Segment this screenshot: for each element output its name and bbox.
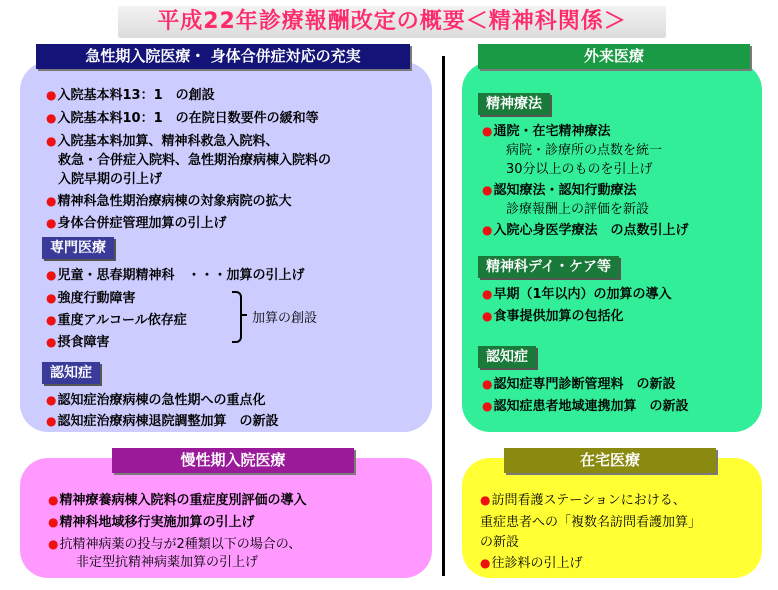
- bullet-icon: ●: [48, 515, 59, 529]
- bullet-icon: ●: [48, 537, 59, 551]
- acute-header: 急性期入院医療・ 身体合併症対応の充実: [36, 44, 410, 69]
- bullet-icon: ●: [482, 223, 493, 237]
- bullet-icon: ●: [482, 124, 493, 138]
- list-item-continued: 入院早期の引上げ: [58, 172, 163, 187]
- outpatient-header: 外来医療: [478, 44, 750, 69]
- bullet-icon: ●: [46, 414, 57, 428]
- list-item: ●通院・在宅精神療法: [482, 124, 611, 139]
- list-item-detail: 30分以上のものを引上げ: [506, 162, 653, 177]
- list-item: ●認知症治療病棟退院調整加算 の新設: [46, 414, 279, 429]
- specialized-subheader: 専門医療: [42, 237, 114, 259]
- bullet-icon: ●: [480, 556, 491, 570]
- center-divider: [442, 56, 445, 576]
- bullet-icon: ●: [46, 335, 57, 349]
- list-item-detail: 病院・診療所の点数を統一: [506, 143, 663, 158]
- bullet-icon: ●: [46, 291, 57, 305]
- list-item: ●摂食障害: [46, 335, 110, 350]
- page-title: 平成22年診療報酬改定の概要＜精神科関係＞: [118, 6, 666, 38]
- bullet-icon: ●: [48, 493, 59, 507]
- bullet-icon: ●: [482, 399, 493, 413]
- bullet-icon: ●: [46, 393, 57, 407]
- bullet-icon: ●: [482, 309, 493, 323]
- list-item: ●重度アルコール依存症: [46, 313, 187, 328]
- daycare-subheader: 精神科デイ・ケア等: [478, 256, 619, 278]
- list-item: ●抗精神病薬の投与が2種類以下の場合の、: [48, 537, 302, 552]
- list-item: ●強度行動障害: [46, 291, 136, 306]
- list-item: ●入院基本料13：1 の創設: [46, 88, 215, 103]
- bullet-icon: ●: [482, 377, 493, 391]
- list-item: ●訪問看護ステーションにおける、: [480, 493, 686, 508]
- bullet-icon: ●: [482, 183, 493, 197]
- list-item-continued: 救急・合併症入院料、急性期治療病棟入院料の: [58, 153, 332, 168]
- list-item: ●認知療法・認知行動療法: [482, 183, 637, 198]
- bullet-icon: ●: [480, 493, 491, 507]
- list-item-continued: 重症患者への「複数名訪問看護加算」: [480, 515, 702, 530]
- list-item-continued: 非定型抗精神病薬加算の引上げ: [76, 555, 259, 570]
- list-item: ●入院心身医学療法 の点数引上げ: [482, 223, 689, 238]
- bullet-icon: ●: [46, 216, 57, 230]
- brace-tip: [241, 314, 247, 316]
- list-item: ●精神科地域移行実施加算の引上げ: [48, 515, 255, 530]
- list-item: ●認知症専門診断管理料 の新設: [482, 377, 676, 392]
- list-item: ●児童・思春期精神科 ・・・加算の引上げ: [46, 268, 305, 283]
- bullet-icon: ●: [46, 268, 57, 282]
- home-header: 在宅医療: [504, 448, 716, 473]
- list-item-detail: 診療報酬上の評価を新設: [506, 202, 650, 217]
- outpatient-dementia-subheader: 認知症: [478, 346, 536, 368]
- list-item-continued: の新設: [480, 535, 520, 550]
- bullet-icon: ●: [46, 111, 57, 125]
- list-item: ●認知症患者地域連携加算 の新設: [482, 399, 689, 414]
- bullet-icon: ●: [46, 194, 57, 208]
- bullet-icon: ●: [46, 134, 57, 148]
- psychotherapy-subheader: 精神療法: [478, 93, 550, 115]
- bullet-icon: ●: [46, 313, 57, 327]
- list-item: ●往診料の引上げ: [480, 556, 583, 571]
- brace-label: 加算の創設: [252, 311, 318, 326]
- list-item: ●食事提供加算の包括化: [482, 309, 624, 324]
- list-item: ●早期（1年以内）の加算の導入: [482, 287, 672, 302]
- bullet-icon: ●: [482, 287, 493, 301]
- dementia-subheader: 認知症: [42, 362, 100, 384]
- list-item: ●精神療養病棟入院料の重症度別評価の導入: [48, 493, 307, 508]
- bullet-icon: ●: [46, 88, 57, 102]
- brace-icon: [232, 291, 242, 343]
- list-item: ●精神科急性期治療病棟の対象病院の拡大: [46, 194, 292, 209]
- chronic-header: 慢性期入院医療: [112, 448, 354, 473]
- list-item: ●身体合併症管理加算の引上げ: [46, 216, 227, 231]
- list-item: ●入院基本料10：1 の在院日数要件の緩和等: [46, 111, 319, 126]
- list-item: ●認知症治療病棟の急性期への重点化: [46, 393, 266, 408]
- list-item: ●入院基本料加算、精神科救急入院料、: [46, 134, 279, 149]
